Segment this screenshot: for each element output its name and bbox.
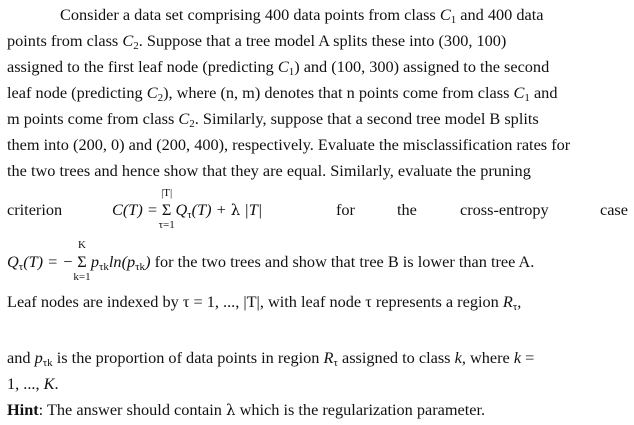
text-line-6: them into (200, 0) and (200, 400), respectively. Evaluate the misclassification rates for [7,135,571,154]
text-line-7: the two trees and hence show that they are equal. Similarly, evaluate the pruning [7,161,531,180]
text-line-4: leaf node (predicting $C_2$), where (n, m) denotes that n points come from class $C_1$ and [7,83,558,104]
cross-entropy-formula: $Q_\tau(T)$ = − K Σ k=1 $p_{\tau k}\ln(p_{\tau k})$ [7,239,151,283]
hint-label: Hint [7,400,39,419]
proportion-line-2: 1, ..., K. [7,374,59,393]
question-document: Consider a data set comprising 400 data points from class $C_1$ and 400 data points from class $C_2$. Suppose that a tree model A splits these into (300, 100) assigned to the first leaf node (predicting $C_1$) and (100, 300) assigned to the second leaf node (predicting $C_2$), where (n, m) denotes that n points come from class $C_1$ and m points come from class $C_2$. Similarly, suppose that a second tree model B splits them into (200, 0) and (200, 400), respectively. Evaluate the misclassification rates for the two trees and hence show that they are equal. Similarly, evaluate the pruning criterion C(T) = |T| Σ τ=1 $Q_\tau(T) + \lambda$ |T| for the cross-entropy case $Q_\tau(T)$ = − K Σ k=1 $p_{\tau k}\ln(p_{\tau k})$ for the two trees and show that tree B is lower than tree A. Leaf nodes are indexed by τ = 1, ..., |T|, with leaf node τ represents a region $R_\tau$, and $p_{\tau k}$ is the proportion of data points in region $R_\tau$ assigned to class k, where k = 1, ..., K. Hint: The answer should contain λ which is the regularization parameter. [0,0,634,425]
text-line-3: assigned to the first leaf node (predicting $C_1$) and (100, 300) assigned to the second [7,57,550,78]
criterion-word: criterion [7,200,63,219]
summation-symbol-k: K Σ k=1 [73,239,91,283]
text-line-5: m points come from class $C_2$. Similarly, suppose that a second tree model B splits [7,109,539,130]
leaf-nodes-line: Leaf nodes are indexed by τ = 1, ..., |T|, with leaf node τ represents a region $R_\tau$, [7,292,522,313]
pruning-criterion-formula: C(T) = |T| Σ τ=1 $Q_\tau(T) + \lambda$ |T| [112,187,263,231]
cross-entropy-line: $Q_\tau(T)$ = − K Σ k=1 $p_{\tau k}\ln(p_{\tau k})$ for the two trees and show that tree B is lower than tree A. [7,239,535,283]
proportion-line: and $p_{\tau k}$ is the proportion of data points in region $R_\tau$ assigned to class k, where k = [7,348,535,369]
text-line-2: points from class $C_2$. Suppose that a tree model A splits these into (300, 100) [7,31,507,52]
hint-line: Hint: The answer should contain λ which is the regularization parameter. [7,400,486,419]
summation-symbol: |T| Σ τ=1 [158,187,175,231]
text-line-1: Consider a data set comprising 400 data points from class $C_1$ and 400 data [60,5,544,26]
